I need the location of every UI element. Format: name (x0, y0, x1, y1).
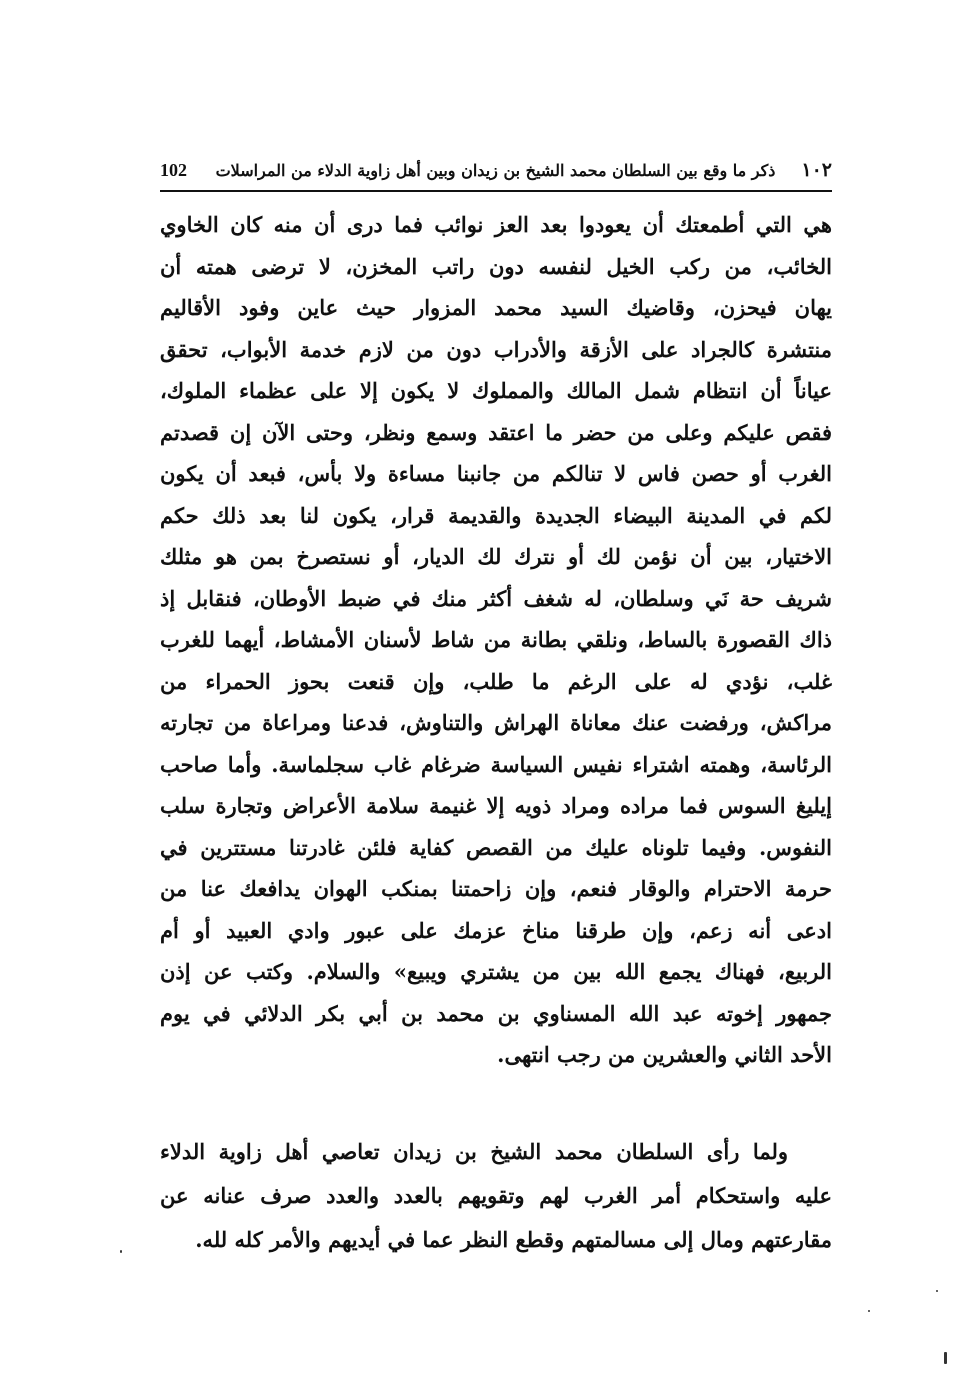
page-number-arabic: ١٠٢ (801, 159, 832, 181)
text-line: ذاك القصورة بالساط، ونلقي بطانة من شاط لأسنان الأمشاط، أيهما للغرب (160, 627, 832, 652)
text-line: لكم في المدينة البيضاء الجديدة والقديمة قرار، يكون لنا بعد ذلك حكم (160, 502, 832, 528)
text-line: مراكش، ورفضت عنك معاناة الهراش والتناوش، فدعنا ومراعاة من تجارته (160, 710, 832, 735)
text-line: الغرب أو حصن فاس لا تنالكم من جانبنا مساءة ولا بأس، فبعد أن يكون (160, 461, 832, 486)
text-line: الرئاسة، وهمته اشتراء نفيس السياسة ضرغام غاب سجلماسة. وأما صاحب (160, 751, 832, 777)
text-line: الخائب، من ركب الخيل لنفسه دون راتب المخزن، لا ترضى همته أن (160, 253, 832, 279)
text-line: ولما رأى السلطان محمد الشيخ بن زيدان تعاصي أهل زاوية الدلاء (160, 1139, 788, 1164)
scan-speck (944, 1352, 947, 1364)
closing-paragraph (160, 1130, 832, 1262)
chapter-title: ذكر ما وقع بين السلطان محمد الشيخ بن زيدان وبين أهل زاوية الدلاء من المراسلات (215, 160, 776, 180)
page-number-latin: 102 (160, 159, 187, 180)
text-line: غلب، نؤدي له على الرغم ما طلب، وإن قنعت بحوز الحمراء من (160, 668, 832, 694)
running-header (160, 150, 832, 192)
text-line: هي التي أطمعتك أن يعودوا بعد العز نوائب فما درى أن منه كان الخاوي (160, 212, 832, 237)
text-line: جمهور إخوته عبد الله المسناوي بن محمد بن أبي بكر الدلائي في يوم (160, 1000, 832, 1026)
text-line: عياناً أن انتظام شمل المالك والمملوك لا يكون إلا على عظماء الملوك، (160, 378, 832, 403)
text-line: إيليغ السوس فما مراده ومراد ذويه إلا غنيمة سلامة الأعراض وتجارة سلب (160, 793, 832, 818)
text-line: مقارعتهم ومال إلى مسالمتهم وقطع النظر عما في أيديهم والأمر كله لله. (195, 1227, 832, 1252)
text-line: ادعى أنه زعم، وإن طرقنا مناخ عزمك على عبور وادي العبيد أو أم (160, 917, 832, 943)
text-line: عليه واستحكام أمر الغرب لهم وتقويهم بالعدد والعدد صرف عنانه عن (160, 1183, 832, 1208)
text-line: حرمة الاحترام والوقار فنعم، وإن زاحمتنا بمنكب الهوان يدافعك عنا من (160, 876, 832, 901)
scan-speck (936, 1290, 938, 1292)
scan-speck (120, 1250, 122, 1253)
scan-speck (868, 1310, 870, 1312)
text-line: النفوس. وفيما تلوناه عليك من القصص كفاية فلئن غادرتنا مستترين في (160, 834, 832, 860)
text-line: شريف حة نَي وسلطان، له شغف أكثر منك في ضبط الأوطان، فنقابل إذ (160, 585, 832, 611)
text-line: فقص عليكم وعلى من حضر ما اعتقد وسمع ونظر، وحتى الآن إن قصدتم (160, 419, 832, 445)
text-line: يهان فيحزن، وقاضيك السيد محمد المزوار حيث عاين وفود الأقاليم (160, 295, 832, 320)
text-line: الأحد الثاني والعشرين من رجب انتهى. (497, 1042, 832, 1067)
text-line: منتشرة كالجراد على الأزقة والأدراب دون من لازم خدمة الأبواب، تحقق (160, 336, 832, 362)
main-paragraph (160, 204, 832, 1076)
text-line: الاختيار، بين أن نؤمن لك أو نترك لك الديار، أو نستصرخ بمن هو مثلك (160, 544, 832, 569)
text-line: الربيع، فهناك يجمع الله بين من يشتري ويبيع» والسلام. وكتب عن إذن (160, 959, 832, 984)
